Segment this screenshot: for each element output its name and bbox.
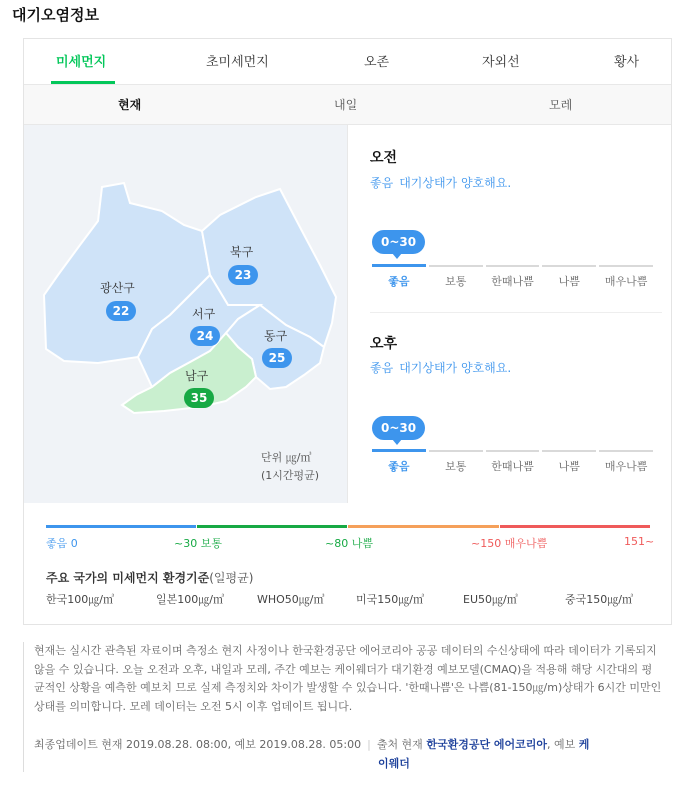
pm-scale-label: 보통 [445, 460, 467, 473]
district-map-svg [24, 125, 347, 503]
district-value-dong[interactable]: 25 [262, 348, 292, 368]
am-scale-label: 좋음 [388, 275, 410, 288]
pm-period: 오후 [370, 336, 398, 352]
pm-scale-segment [542, 450, 596, 452]
am-period: 오전 [370, 150, 398, 166]
am-scale-label: 나쁨 [558, 275, 580, 288]
pm-grade: 좋음 [370, 361, 394, 375]
tab-ozone[interactable]: 오존 [364, 55, 390, 70]
am-scale [372, 265, 653, 288]
grade-legend [46, 525, 655, 555]
source-airkorea-link[interactable]: 한국환경공단 에어코리아 [426, 738, 548, 751]
legend-label-very-bad: ~150 매우나쁨 [471, 537, 548, 550]
standard-eu: EU50㎍/㎥ [463, 593, 518, 606]
standards-title-text: 주요 국가의 미세먼지 환경기준 [46, 571, 210, 585]
data-notice [23, 642, 672, 772]
am-scale-label: 매우나쁨 [604, 275, 648, 288]
pm-scale-label: 나쁨 [558, 460, 580, 473]
pm-scale-segment [486, 450, 540, 452]
legend-label-bad: ~80 나쁨 [325, 537, 373, 550]
am-scale-segment [599, 265, 653, 267]
page-title: 대기오염정보 [12, 6, 99, 24]
map-unit-label: 단위 ㎍/㎥ [261, 451, 312, 464]
update-time: 최종업데이트 현재 2019.08.28. 08:00, 예보 2019.08.28. 05:00 [34, 738, 362, 751]
standard-china: 중국150㎍/㎥ [565, 593, 633, 606]
notice-footer [34, 736, 589, 752]
legend-label-good: 좋음 0 [46, 537, 78, 550]
air-quality-card [23, 38, 672, 625]
tab-uv[interactable]: 자외선 [482, 55, 520, 70]
district-value-seo[interactable]: 24 [190, 326, 220, 346]
district-name-gwangsan: 광산구 [100, 281, 135, 295]
pollutant-tabs [24, 39, 671, 85]
standards-subtitle: (일평균) [209, 571, 254, 585]
am-scale-segment [486, 265, 540, 267]
tab-day-after[interactable]: 모레 [549, 98, 573, 112]
source-kweather-link-start[interactable]: 케 [578, 738, 590, 751]
pm-status [370, 359, 511, 376]
district-name-buk: 북구 [230, 245, 254, 259]
am-scale-label: 보통 [445, 275, 467, 288]
am-scale-segment [372, 264, 426, 267]
pm-message: 대기상태가 양호해요. [399, 361, 512, 375]
am-message: 대기상태가 양호해요. [399, 176, 512, 190]
am-scale-segment [542, 265, 596, 267]
pm-scale-segment [429, 450, 483, 452]
tab-ultrafine-dust[interactable]: 초미세먼지 [206, 55, 269, 70]
footer-separator: | [367, 738, 371, 751]
tab-today[interactable]: 현재 [118, 98, 142, 112]
source-kweather-link[interactable]: 이웨더 [378, 757, 410, 770]
am-scale-segment [429, 265, 483, 267]
legend-label-max: 151~ [624, 535, 655, 548]
map-unit [261, 449, 319, 485]
legend-bar-very-bad [500, 525, 650, 528]
am-range-bubble: 0~30 [372, 230, 425, 254]
forecast-panel [347, 125, 671, 503]
active-tab-indicator [51, 81, 115, 84]
am-scale-label: 한때나쁨 [491, 275, 534, 288]
pm-scale-label: 한때나쁨 [491, 460, 534, 473]
district-name-nam: 남구 [185, 369, 209, 383]
legend-bar-good [46, 525, 196, 528]
am-status [370, 174, 511, 191]
am-grade: 좋음 [370, 176, 394, 190]
pm-scale [372, 450, 653, 473]
pm-scale-label: 좋음 [388, 460, 410, 473]
map-unit-average: (1시간평균) [261, 469, 320, 482]
district-name-seo: 서구 [192, 307, 216, 321]
source-mid: , 예보 [547, 738, 576, 751]
legend-label-normal: ~30 보통 [174, 537, 222, 550]
source-prefix: 출처 현재 [376, 738, 423, 751]
notice-text: 현재는 실시간 관측된 자료이며 측정소 현지 사정이나 한국환경공단 에어코리아 공공 데이터의 수신상태에 따라 데이터가 기록되지 않을 수 있습니다. 오늘 오전과 오후, 내일과 모레, 주간 예보는 케이웨더가 대기환경 예보모델(CMAQ)을 적용해 해당 시간대의 평균적인 상황을 예측한 예보치 므로 실제 측정치와 차이가 발생할 수 있습니다. '한때나쁨'은 나쁨(81-150㎍/m)상태가 6시간 미만인 상태를 의미합니다. 모레 데이터는 오전 5시 이후 업데이트 됩니다. [34, 644, 662, 714]
standard-who: WHO50㎍/㎥ [257, 593, 325, 606]
district-value-gwangsan[interactable]: 22 [106, 301, 136, 321]
tab-tomorrow[interactable]: 내일 [334, 98, 358, 112]
tab-fine-dust[interactable]: 미세먼지 [56, 55, 107, 70]
pm-scale-label: 매우나쁨 [604, 460, 648, 473]
standard-japan: 일본100㎍/㎥ [156, 593, 224, 606]
district-map [24, 125, 347, 503]
standards-title [46, 569, 253, 586]
tab-yellow-dust[interactable]: 황사 [614, 55, 640, 70]
legend-bar-bad [348, 525, 499, 528]
standard-usa: 미국150㎍/㎥ [356, 593, 424, 606]
panel-divider [370, 312, 662, 313]
district-value-buk[interactable]: 23 [228, 265, 258, 285]
pm-range-bubble: 0~30 [372, 416, 425, 440]
standard-korea: 한국100㎍/㎥ [46, 593, 114, 606]
pm-scale-segment [372, 449, 426, 452]
district-value-nam[interactable]: 35 [184, 388, 214, 408]
day-tabs [24, 85, 671, 125]
district-name-dong: 동구 [264, 329, 288, 343]
pm-scale-segment [599, 450, 653, 452]
legend-bar-normal [197, 525, 347, 528]
